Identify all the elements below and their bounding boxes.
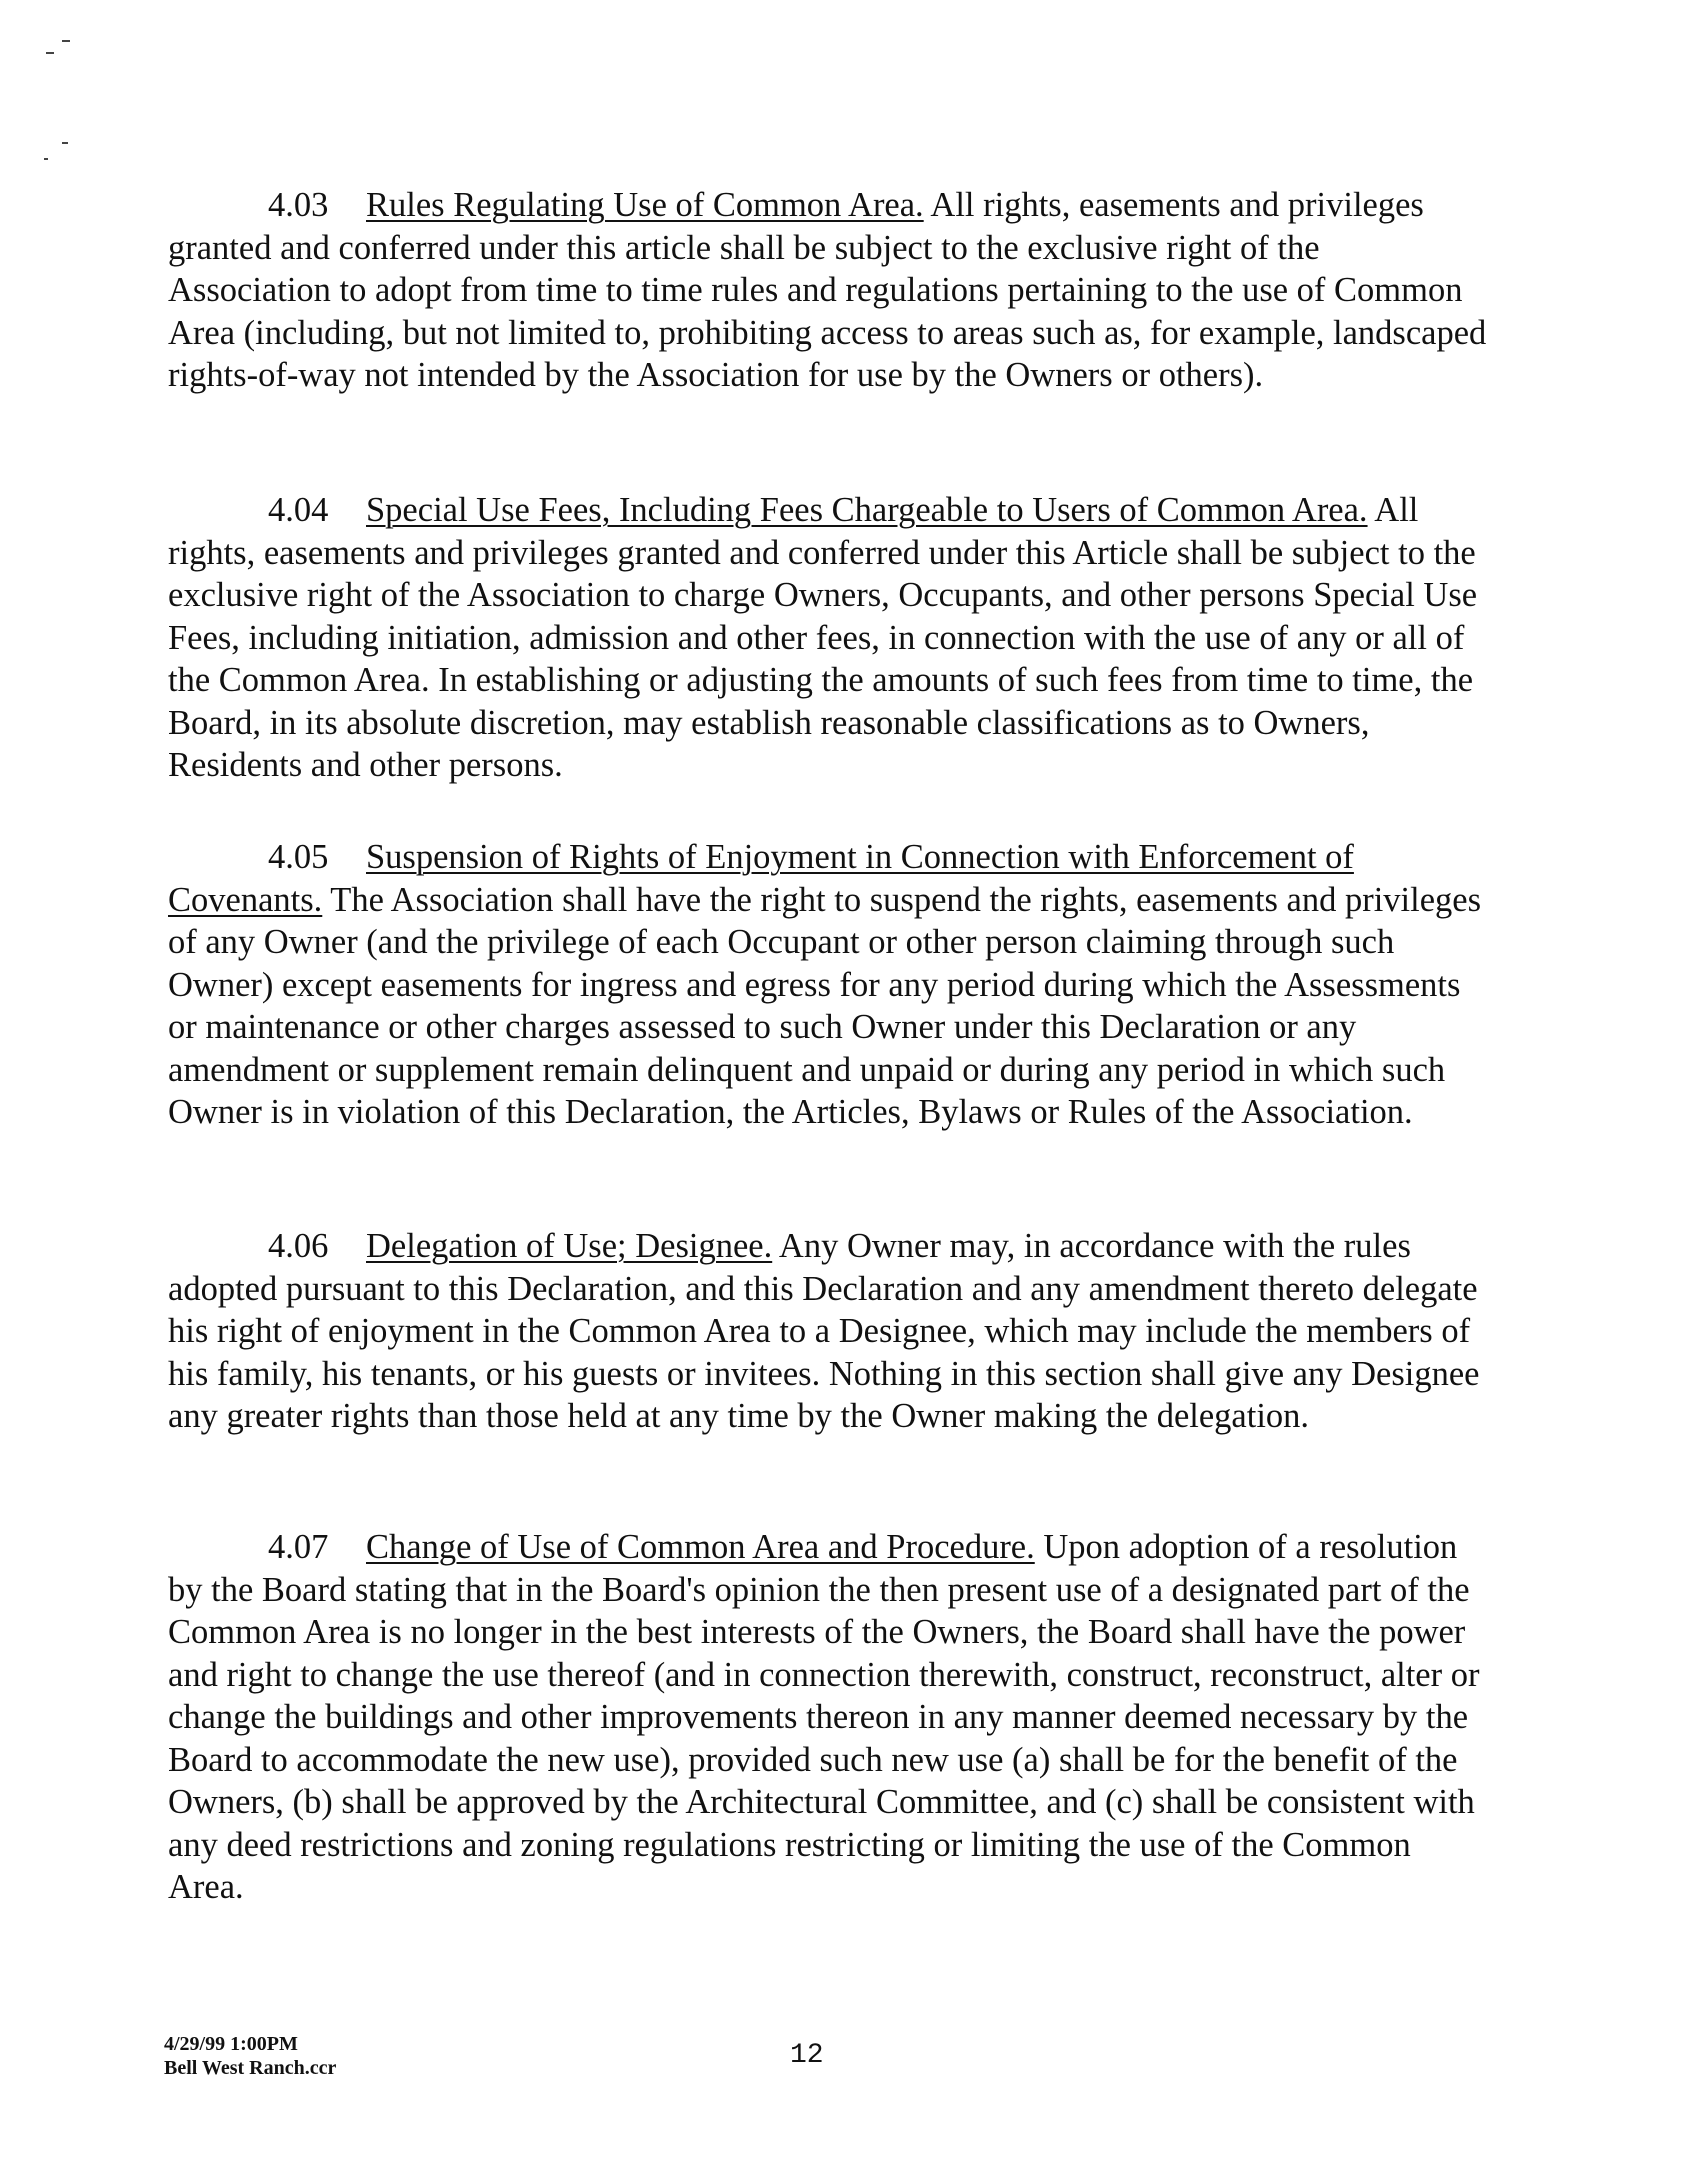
section-heading: Special Use Fees, Including Fees Chargeable to Users of Common Area. [366,491,1368,529]
section-4-07 [168,1526,1488,1909]
section-body: All rights, easements and privileges granted and conferred under this article shall be subject to the exclusive right of the Association to adopt from time to time rules and regulations pertaining to the use of Common Area (including, but not limited to, prohibiting access to areas such as, for example, landscaped rights-of-way not intended by the Association for use by the Owners or others). [168,186,1487,394]
section-number: 4.03 [268,186,329,224]
section-4-05 [168,836,1488,1134]
section-4-03 [168,184,1488,397]
section-body: All rights, easements and privileges granted and conferred under this Article shall be subject to the exclusive right of the Association to charge Owners, Occupants, and other persons Special Use Fees, including initiation, admission and other fees, in connection with the use of any or all of the Common Area. In establishing or adjusting the amounts of such fees from time to time, the Board, in its absolute discretion, may establish reasonable classifications as to Owners, Residents and other persons. [168,491,1478,784]
document-footer [164,2032,336,2080]
section-heading: Suspension of Rights of Enjoyment in Connection with Enforcement of Covenants. [168,838,1354,919]
scan-mark [62,40,70,42]
section-4-06 [168,1225,1488,1438]
section-heading: Delegation of Use; Designee. [366,1227,773,1265]
section-heading: Change of Use of Common Area and Procedure. [366,1528,1035,1566]
section-number: 4.05 [268,838,329,876]
scan-mark [46,52,54,54]
scan-mark [62,142,68,144]
page-number: 12 [790,2040,824,2071]
footer-timestamp: 4/29/99 1:00PM [164,2033,298,2055]
section-4-04 [168,489,1488,787]
section-body: Any Owner may, in accordance with the rules adopted pursuant to this Declaration, and this Declaration and any amendment thereto delegate his right of enjoyment in the Common Area to a Designee, which may include the members of his family, his tenants, or his guests or invitees. Nothing in this section shall give any Designee any greater rights than those held at any time by the Owner making the delegation. [168,1227,1480,1435]
section-number: 4.06 [268,1227,329,1265]
section-body: The Association shall have the right to suspend the rights, easements and privileges of any Owner (and the privilege of each Occupant or other person claiming through such Owner) except easements for ingress and egress for any period during which the Assessments or maintenance or other charges assessed to such Owner under this Declaration or any amendment or supplement remain delinquent and unpaid or during any period in which such Owner is in violation of this Declaration, the Articles, Bylaws or Rules of the Association. [168,880,1481,1131]
section-heading: Rules Regulating Use of Common Area. [366,186,924,224]
section-number: 4.04 [268,491,329,529]
footer-filename: Bell West Ranch.ccr [164,2057,337,2079]
scan-mark [44,158,48,160]
section-body: Upon adoption of a resolution by the Board stating that in the Board's opinion the then present use of a designated part of the Common Area is no longer in the best interests of the Owners, the Board shall have the power and right to change the use thereof (and in connection therewith, construct, reconstruct, alter or change the buildings and other improvements thereon in any manner deemed necessary by the Board to accommodate the new use), provided such new use (a) shall be for the benefit of the Owners, (b) shall be approved by the Architectural Committee, and (c) shall be consistent with any deed restrictions and zoning regulations restricting or limiting the use of the Common Area. [168,1528,1480,1906]
section-number: 4.07 [268,1528,329,1566]
